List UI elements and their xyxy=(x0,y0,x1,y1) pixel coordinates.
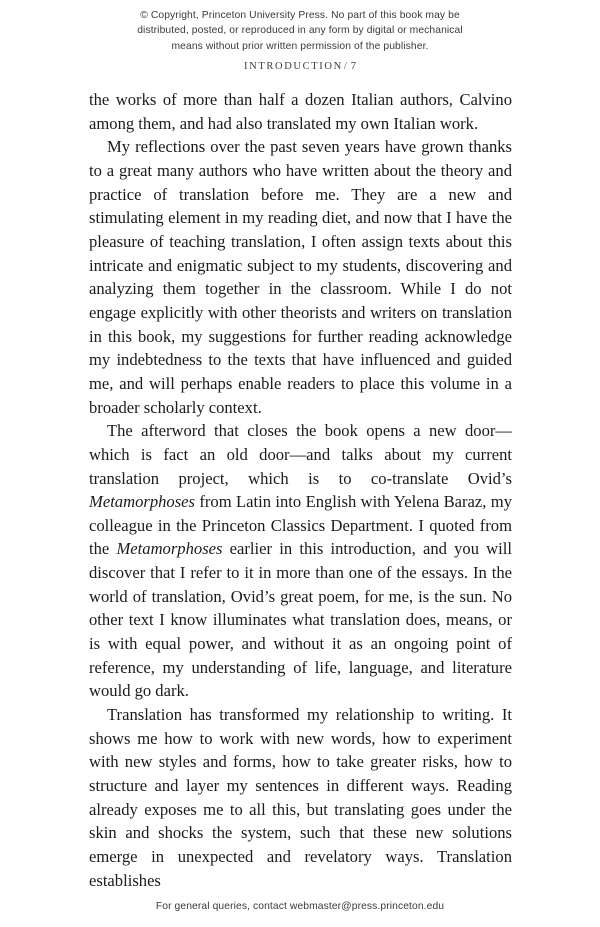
footer-query-text: For general queries, contact webmaster@press.princeton.edu xyxy=(155,901,445,912)
running-head xyxy=(0,61,600,72)
page-number: 7 xyxy=(350,61,357,72)
text-run: earlier in this introduction, and you will discover that I refer to it in more than one of the essays. In the world of translation, Ovid’s great poem, for me, is the sun. No other text I know illuminates what translation does, means, or is with equal power, and without it as an ongoing point of reference, my understanding of life, language, and literature would go dark. xyxy=(89,539,512,701)
text-run: from Latin into English with Yelena Baraz, my colleague in the Princeton Classics Department. I quoted from the xyxy=(89,492,512,559)
copyright-notice xyxy=(92,8,508,54)
paragraph-1: the works of more than half a dozen Italian authors, Calvino among them, and had also translated my own Italian work. xyxy=(89,90,512,133)
copyright-notice-line-2: distributed, posted, or reproduced in any form by digital or mechanical xyxy=(137,25,463,37)
italic-title: Metamorphoses xyxy=(89,492,196,512)
text-run: The afterword that closes the book opens a new door—which is fact an old door—and talks about my current translation project, which is to co-translate Ovid’s xyxy=(89,421,512,488)
paragraph-2: My reflections over the past seven years have grown thanks to a great many authors who have written about the theory and practice of translation before me. They are a new and stimulating element in my reading diet, and now that I have the pleasure of teaching translation, I often assign texts about this intricate and enigmatic subject to my students, discovering and analyzing them together in the classroom. While I do not engage explicitly with other theorists and writers on translation in this book, my suggestions for further reading acknowledge my indebtedness to the texts that have influenced and guided me, and will perhaps enable readers to place this volume in a broader scholarly context. xyxy=(89,137,512,417)
running-head-chapter: INTRODUCTION xyxy=(243,61,343,72)
body-text-block xyxy=(89,88,512,892)
paragraph-4: Translation has transformed my relationship to writing. It shows me how to work with new words, how to experiment with new styles and forms, how to take greater risks, how to structure and layer my sentences in different ways. Reading already exposes me to all this, but translating goes under the skin and shocks the system, such that these new solutions emerge in unexpected and revelatory ways. Translation establishes xyxy=(89,705,512,890)
copyright-notice-line-1: © Copyright, Princeton University Press. No part of this book may be xyxy=(140,10,460,21)
running-head-separator: / xyxy=(343,61,347,72)
page-footer xyxy=(0,901,600,912)
copyright-notice-line-3: means without prior written permission of the publisher. xyxy=(171,40,429,52)
italic-title: Metamorphoses xyxy=(116,539,223,559)
paragraph-3 xyxy=(89,419,512,703)
